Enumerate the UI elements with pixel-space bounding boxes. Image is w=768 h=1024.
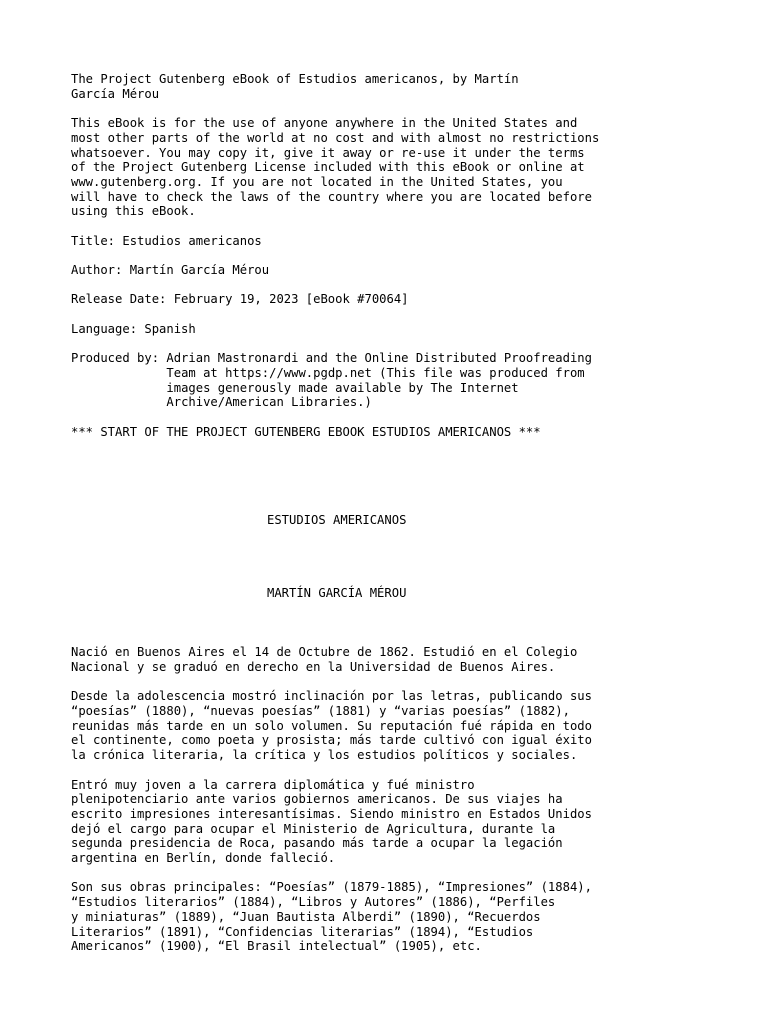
meta-language: Language: Spanish (71, 321, 196, 336)
book-title: ESTUDIOS AMERICANOS (267, 512, 407, 527)
license-paragraph: This eBook is for the use of anyone anywhere in the United States and most other parts of the world at no cost and with almost no restrictions whatsoever. You may copy it, give it away or re-use it under the terms of the Project Gutenberg License included with this eBook or online at www.gutenberg.org. If you are not located in the United States, you will have to check the laws of the country where you are located before using this eBook. (71, 116, 600, 219)
author-heading: MARTÍN GARCÍA MÉROU (267, 586, 407, 601)
bio-paragraph-letters: Desde la adolescencia mostró inclinación por las letras, publicando sus “poesías” (1880), “nuevas poesías” (1881) y “varias poesías” (1882), reunidas más tarde en un solo volumen. Su reputación fué rápida en todo el continente, como poeta y prosista; más tarde cultivó con igual éxito la crónica literaria, la crítica y los estudios políticos y sociales. (71, 689, 592, 763)
meta-release-date: Release Date: February 19, 2023 [eBook #70064] (71, 292, 409, 307)
start-marker: *** START OF THE PROJECT GUTENBERG EBOOK ESTUDIOS AMERICANOS *** (71, 424, 541, 439)
bio-paragraph-diplomacy: Entró muy joven a la carrera diplomática y fué ministro plenipotenciario ante varios gobiernos americanos. De sus viajes ha escrito impresiones interesantísimas. Siendo ministro en Estados Unidos dejó el cargo para ocupar el Ministerio de Agricultura, durante la segunda presidencia de Roca, pasando más tarde a ocupar la legación argentina en Berlín, donde falleció. (71, 777, 592, 866)
bio-paragraph-birth: Nació en Buenos Aires el 14 de Octubre de 1862. Estudió en el Colegio Nacional y se graduó en derecho en la Universidad de Buenos Aires. (71, 645, 578, 674)
spacer (71, 528, 751, 587)
meta-produced-by: Produced by: Adrian Mastronardi and the Online Distributed Proofreading Team at https://www.pgdp.net (This file was produced from images generously made available by The Internet Archive/American Libraries.) (71, 351, 592, 410)
bio-paragraph-works: Son sus obras principales: “Poesías” (1879-1885), “Impresiones” (1884), “Estudios literarios” (1884), “Libros y Autores” (1886), “Perfiles y miniaturas” (1889), “Juan Bautista Alberdi” (1890), “Recuerdos Literarios” (1891), “Confidencias literarias” (1894), “Estudios Americanos” (1900), “El Brasil intelectual” (1905), etc. (71, 880, 592, 954)
meta-title: Title: Estudios americanos (71, 233, 262, 248)
spacer (71, 601, 751, 645)
meta-author: Author: Martín García Mérou (71, 263, 270, 278)
ebook-page (71, 72, 751, 969)
spacer (71, 454, 751, 513)
ebook-title-line: The Project Gutenberg eBook of Estudios americanos, by Martín García Mérou (71, 72, 519, 101)
